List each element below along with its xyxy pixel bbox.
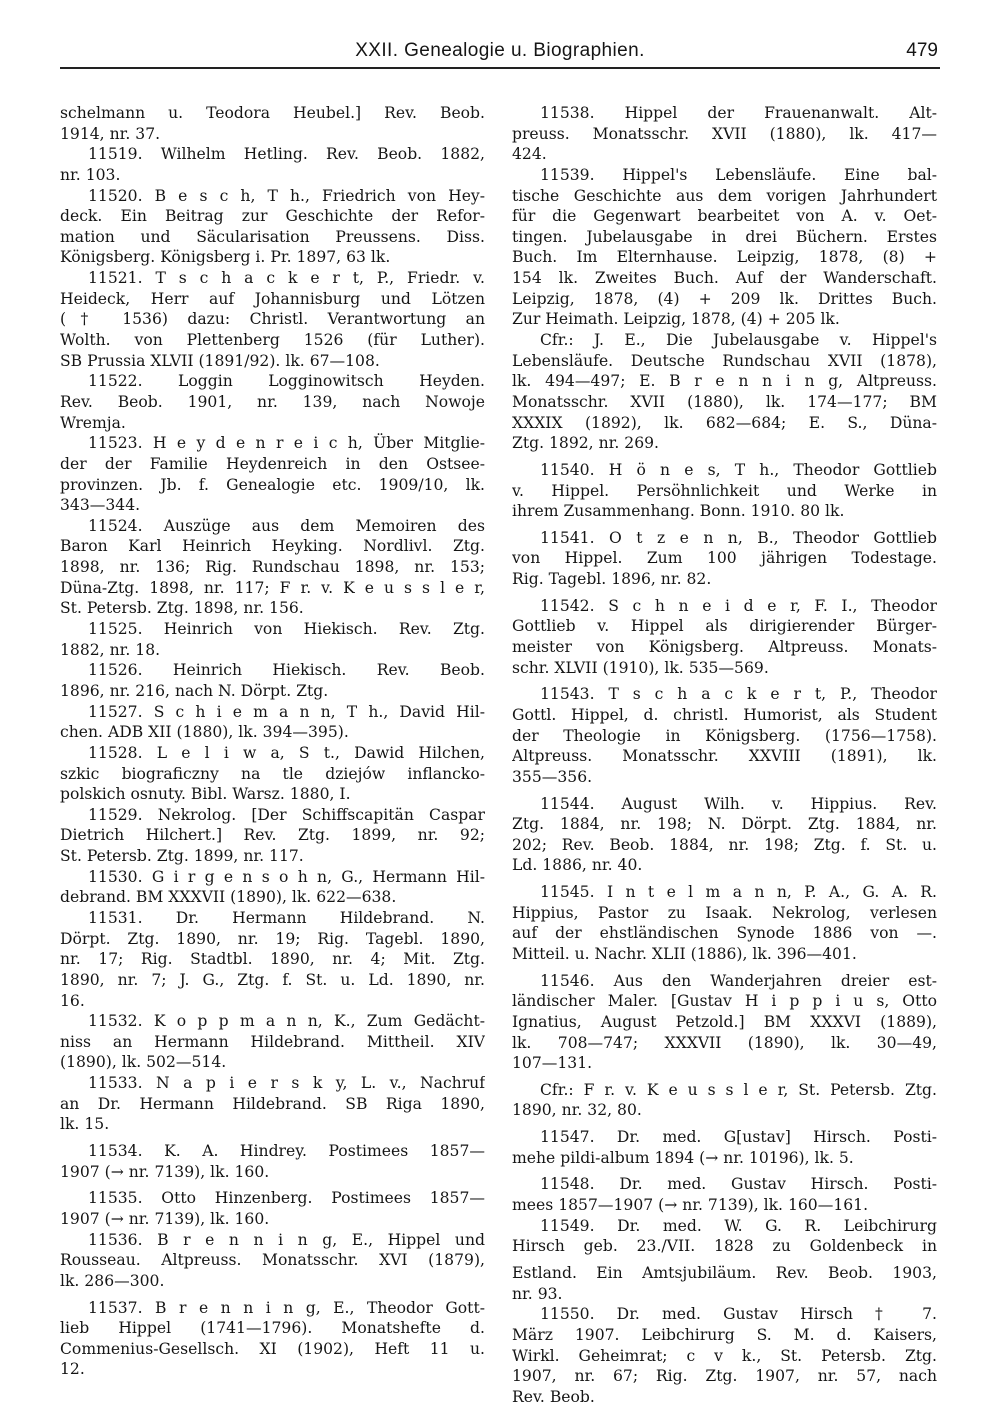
entry-line: niss an Hermann Hildebrand. Mittheil. XIV [60, 1032, 485, 1051]
entry-line: preuss. Monatsschr. XVII (1880), lk. 417— [512, 124, 937, 143]
entry-first-line: 11522. Loggin Logginowitsch Heyden. [88, 372, 485, 391]
entry-first-line: 11528. L e l i w a, S t., Dawid Hilchen, [88, 743, 485, 762]
entry-first-line: 11546. Aus den Wanderjahren dreier est- [540, 971, 937, 990]
entry-first-line: 11531. Dr. Hermann Hildebrand. N. [88, 908, 485, 927]
entry-line: St. Petersb. Ztg. 1899, nr. 117. [60, 847, 304, 866]
entry-line: XXXIX (1892), lk. 682—684; E. S., Düna- [512, 413, 937, 432]
entry-line: provinzen. Jb. f. Genealogie etc. 1909/10, lk. [60, 475, 485, 494]
entry-line: 1896, nr. 216, nach N. Dörpt. Ztg. [60, 681, 329, 700]
entry-line: 12. [60, 1360, 85, 1379]
entry-line: 202; Rev. Beob. 1884, nr. 198; Ztg. f. St. u. [512, 835, 937, 854]
entry-first-line: 11536. B r e n n i n g, E., Hippel und [88, 1230, 485, 1249]
right-column [512, 103, 937, 1407]
entry-line: 1898, nr. 136; Rig. Rundschau 1898, nr. 153; [60, 558, 485, 577]
entry-line: debrand. BM XXXVII (1890), lk. 622—638. [60, 888, 397, 907]
entry-first-line: 11549. Dr. med. W. G. R. Leibchirurg [540, 1216, 937, 1235]
entry-line: lk. 708—747; XXXVII (1890), lk. 30—49, [512, 1033, 937, 1052]
entry-first-line: 11525. Heinrich von Hiekisch. Rev. Ztg. [88, 620, 485, 639]
entry-line: März 1907. Leibchirurg S. M. d. Kaisers, [512, 1325, 937, 1344]
entry-line: Ld. 1886, nr. 40. [512, 856, 643, 875]
entry-first-line: 11540. H ö n e s, T h., Theodor Gottlieb [540, 460, 937, 479]
entry-line: mation und Säcularisation Preussens. Diss. [60, 227, 485, 246]
entry-first-line: 11519. Wilhelm Hetling. Rev. Beob. 1882, [88, 145, 485, 164]
entry-line: (1890), lk. 502—514. [60, 1053, 227, 1072]
entry-line: Ztg. 1892, nr. 269. [512, 434, 660, 453]
entry-line: Wolth. von Plettenberg 1526 (für Luther). [60, 331, 485, 350]
entry-line: Estland. Ein Amtsjubiläum. Rev. Beob. 1903, [512, 1263, 937, 1282]
entry-line: 16. [60, 991, 85, 1010]
entry-first-line: 11541. O t z e n n, B., Theodor Gottlieb [540, 528, 937, 547]
entry-line: 1882, nr. 18. [60, 640, 161, 659]
entry-line: szkic biograficzny na tle dziejów inflancko- [60, 764, 485, 783]
entry-first-line: 11530. G i r g e n s o h n, G., Hermann Hil- [88, 867, 485, 886]
entry-line: ländischer Maler. [Gustav H i p p i u s, Otto [512, 992, 937, 1011]
entry-first-line: 11535. Otto Hinzenberg. Postimees 1857— [88, 1189, 485, 1208]
entry-line: 343—344. [60, 496, 141, 515]
entry-line: der Theologie in Königsberg. (1756—1758). [512, 726, 937, 745]
entry-first-line: 11543. T s c h a c k e r t, P., Theodor [540, 685, 937, 704]
entry-line: Dörpt. Ztg. 1890, nr. 19; Rig. Tagebl. 1890, [60, 929, 485, 948]
entry-line: lk. 15. [60, 1115, 110, 1134]
entry-line: 1907, nr. 67; Rig. Ztg. 1907, nr. 57, nach [512, 1367, 937, 1386]
page-header [60, 36, 940, 66]
entry-line: Ztg. 1884, nr. 198; N. Dörpt. Ztg. 1884, nr. [512, 815, 937, 834]
entry-line: polskich osnuty. Bibl. Warsz. 1880, I. [60, 785, 351, 804]
entry-line: der der Familie Heydenreich in den Ostsee- [60, 454, 485, 473]
entry-line: tingen. Jubelausgabe in drei Büchern. Erstes [512, 227, 937, 246]
entry-line: chen. ADB XII (1880), lk. 394—395). [60, 723, 349, 742]
entry-first-line: 11544. August Wilh. v. Hippius. Rev. [540, 794, 937, 813]
entry-line: Commenius-Gesellsch. XI (1902), Heft 11 u. [60, 1339, 485, 1358]
entry-line: († 1536) dazu: Christl. Verantwortung an [60, 310, 485, 329]
entry-first-line: 11547. Dr. med. G[ustav] Hirsch. Posti- [540, 1128, 937, 1147]
entry-line: Dietrich Hilchert.] Rev. Ztg. 1899, nr. 92; [60, 826, 485, 845]
entry-line: Altpreuss. Monatsschr. XXVIII (1891), lk. [512, 747, 937, 766]
entry-line: Rev. Beob. 1901, nr. 139, nach Nowoje [60, 392, 485, 411]
entry-line: lk. 286—300. [60, 1271, 165, 1290]
entry-first-line: 11539. Hippel's Lebensläufe. Eine bal- [540, 165, 937, 184]
entry-line: schelmann u. Teodora Heubel.] Rev. Beob. [60, 104, 485, 122]
page-number: 479 [906, 40, 938, 61]
entry-line: St. Petersb. Ztg. 1898, nr. 156. [60, 599, 304, 618]
entry-line: mehe pildi-album 1894 (→ nr. 10196), lk. 5. [512, 1148, 854, 1167]
entry-first-line: 11533. N a p i e r s k y, L. v., Nachruf [88, 1074, 485, 1093]
entry-line: von Hippel. Zum 100 jährigen Todestage. [512, 549, 937, 568]
left-column [60, 103, 485, 1380]
entry-first-line: 11550. Dr. med. Gustav Hirsch † 7. [540, 1305, 937, 1324]
entry-line: auf der ehstländischen Synode 1886 von —. [512, 924, 937, 943]
entry-line: deck. Ein Beitrag zur Geschichte der Refor- [60, 207, 485, 226]
entry-line: lk. 494—497; E. B r e n n i n g, Altpreuss. [512, 372, 937, 391]
entry-first-line: 11521. T s c h a c k e r t, P., Friedr. v. [88, 269, 485, 288]
entry-line: Königsberg. Königsberg i. Pr. 1897, 63 lk. [60, 248, 391, 267]
entry-line: Zur Heimath. Leipzig, 1878, (4) + 205 lk. [512, 310, 840, 329]
entry-line: nr. 103. [60, 165, 121, 184]
entry-line: 1914, nr. 37. [60, 124, 161, 143]
entry-line: 355—356. [512, 767, 593, 786]
entry-line: Mitteil. u. Nachr. XLII (1886), lk. 396—401. [512, 944, 857, 963]
entry-first-line: 11538. Hippel der Frauenanwalt. Alt- [540, 104, 937, 122]
entry-line: Düna-Ztg. 1898, nr. 117; F r. v. K e u s s l e r, [60, 578, 485, 597]
entry-first-line: 11520. B e s c h, T h., Friedrich von Hey- [88, 186, 485, 205]
entry-line: Hippius, Pastor zu Isaak. Nekrolog, verlesen [512, 903, 937, 922]
entry-first-line: 11545. I n t e l m a n n, P. A., G. A. R. [540, 883, 937, 902]
entry-line: Wirkl. Geheimrat; c v k., St. Petersb. Ztg. [512, 1346, 937, 1365]
entry-line: Gottlieb v. Hippel als dirigierender Bürger- [512, 617, 937, 636]
entry-first-line: 11534. K. A. Hindrey. Postimees 1857— [88, 1142, 485, 1161]
entry-line: Hirsch geb. 23./VII. 1828 zu Goldenbeck in [512, 1237, 937, 1256]
entry-line: 424. [512, 145, 547, 164]
entry-line: v. Hippel. Persöhnlichkeit und Werke in [512, 481, 937, 500]
entry-line: 154 lk. Zweites Buch. Auf der Wanderschaft. [512, 269, 937, 288]
entry-line: nr. 93. [512, 1284, 563, 1303]
entry-first-line: Cfr.: J. E., Die Jubelausgabe v. Hippel's [540, 331, 937, 350]
entry-line: Lebensläufe. Deutsche Rundschau XVII (1878), [512, 351, 937, 370]
entry-line: tische Geschichte aus dem vorigen Jahrhundert [512, 186, 937, 205]
entry-line: Monatsschr. XVII (1880), lk. 174—177; BM [512, 392, 937, 411]
entry-line: nr. 17; Rig. Stadtbl. 1890, nr. 4; Mit. Ztg. [60, 950, 485, 969]
entry-line: 107—131. [512, 1054, 593, 1073]
entry-line: Buch. Im Elternhause. Leipzig, 1878, (8) + [512, 248, 937, 267]
entry-line: lieb Hippel (1741—1796). Monatshefte d. [60, 1319, 485, 1338]
entry-line: Ignatius, August Petzold.] BM XXXVI (1889), [512, 1012, 937, 1031]
entry-line: Heideck, Herr auf Johannisburg und Lötzen [60, 289, 485, 308]
entry-line: für die Gegenwart bearbeitet von A. v. Oet- [512, 207, 937, 226]
entry-first-line: 11532. K o p p m a n n, K., Zum Gedächt- [88, 1012, 485, 1031]
entry-line: SB Prussia XLVII (1891/92). lk. 67—108. [60, 351, 380, 370]
entry-first-line: 11537. B r e n n i n g, E., Theodor Gott- [88, 1298, 485, 1317]
entry-line: Rig. Tagebl. 1896, nr. 82. [512, 570, 712, 589]
entry-line: Wremja. [60, 413, 126, 432]
entry-line: Leipzig, 1878, (4) + 209 lk. Drittes Buch. [512, 289, 937, 308]
entry-line: ihrem Zusammenhang. Bonn. 1910. 80 lk. [512, 502, 845, 521]
entry-line: 1890, nr. 7; J. G., Ztg. f. St. u. Ld. 1890, nr. [60, 970, 485, 989]
entry-line: 1907 (→ nr. 7139), lk. 160. [60, 1162, 270, 1181]
entry-line: Rousseau. Altpreuss. Monatsschr. XVI (1879), [60, 1251, 485, 1270]
running-title: XXII. Genealogie u. Biographien. [355, 40, 645, 61]
entry-first-line: 11529. Nekrolog. [Der Schiffscapitän Caspar [88, 805, 485, 824]
entry-line: Rev. Beob. [512, 1387, 595, 1406]
entry-first-line: 11548. Dr. med. Gustav Hirsch. Posti- [540, 1175, 937, 1194]
entry-line: Gottl. Hippel, d. christl. Humorist, als Student [512, 705, 937, 724]
entry-line: Baron Karl Heinrich Heyking. Nordlivl. Ztg. [60, 537, 485, 556]
entry-line: 1907 (→ nr. 7139), lk. 160. [60, 1209, 270, 1228]
entry-line: 1890, nr. 32, 80. [512, 1101, 642, 1120]
entry-line: an Dr. Hermann Hildebrand. SB Riga 1890, [60, 1094, 485, 1113]
header-rule [60, 67, 940, 69]
entry-first-line: 11523. H e y d e n r e i c h, Über Mitglie- [88, 434, 485, 453]
entry-first-line: 11524. Auszüge aus dem Memoiren des [88, 516, 485, 535]
entry-first-line: 11526. Heinrich Hiekisch. Rev. Beob. [88, 661, 485, 680]
entry-line: meister von Königsberg. Altpreuss. Monats- [512, 638, 937, 657]
entry-first-line: 11542. S c h n e i d e r, F. I., Theodor [540, 596, 937, 615]
entry-first-line: 11527. S c h i e m a n n, T h., David Hil- [88, 702, 485, 721]
entry-first-line: Cfr.: F r. v. K e u s s l e r, St. Petersb. Ztg. [540, 1080, 937, 1099]
entry-line: mees 1857—1907 (→ nr. 7139), lk. 160—161. [512, 1196, 869, 1215]
entry-line: schr. XLVII (1910), lk. 535—569. [512, 658, 769, 677]
